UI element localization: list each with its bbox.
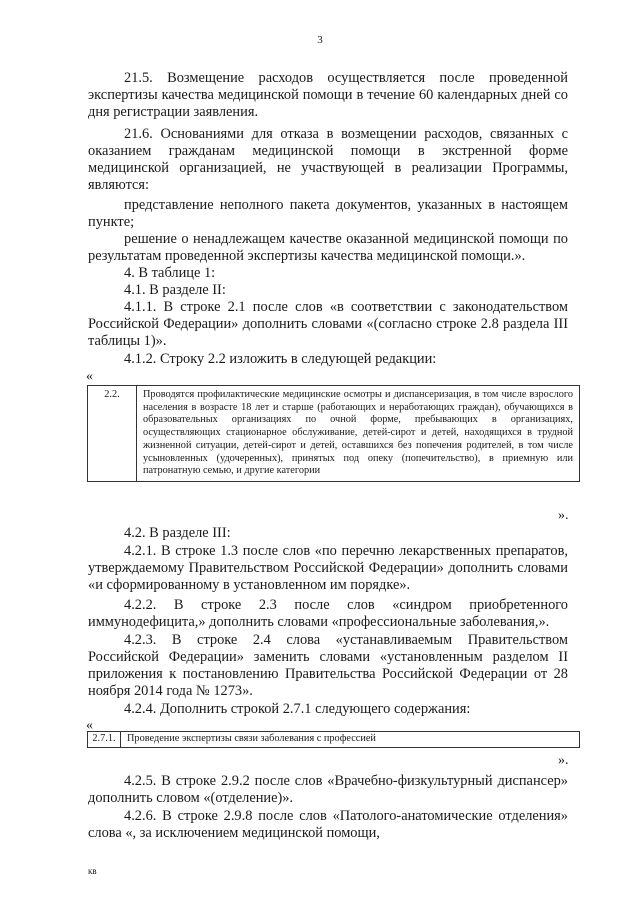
table-row-text: Проводятся профилактические медицинские осмотры и диспансеризация, в том числе взрослого населения в возрасте 18 лет и старше (работающих и неработающих граждан), обучающихся в образовательных организациях по очной форме, пребывающих в организациях, осуществляющих стационарное обслуживание, детей-сирот и детей, находящихся в трудной жизненной ситуации, детей-сирот и детей, оставшихся без попечения родителей, в том числе усыновленных (удочеренных), принятых под опеку (попечительство), в приемную или патронатную семью, и другие категории xyxy=(137,386,580,482)
paragraph-4-2-6: 4.2.6. В строке 2.9.8 после слов «Патолого-анатомические отделения» слова «, за исключением медицинской помощи, xyxy=(88,808,568,841)
paragraph-21-5: 21.5. Возмещение расходов осуществляется после проведенной экспертизы качества медицинской помощи в течение 60 календарных дней со дня регистрации заявления. xyxy=(88,70,568,120)
close-quote-2: ». xyxy=(558,753,569,768)
table-row-number: 2.2. xyxy=(88,386,137,482)
paragraph-4-2-1: 4.2.1. В строке 1.3 после слов «по перечню лекарственных препаратов, утверждаемому Правительством Российской Федерации» дополнить словами «и сформированному в установленном им порядке». xyxy=(88,543,568,593)
paragraph-4: 4. В таблице 1: xyxy=(124,265,216,281)
open-quote-2: « xyxy=(86,718,93,733)
paragraph-4-2-4: 4.2.4. Дополнить строкой 2.7.1 следующего содержания: xyxy=(124,701,471,717)
paragraph-improper-quality: решение о ненадлежащем качестве оказанной медицинской помощи по результатам проведенной экспертизы качества медицинской помощи.». xyxy=(88,231,568,264)
open-quote-1: « xyxy=(86,369,93,384)
paragraph-4-2-2: 4.2.2. В строке 2.3 после слов «синдром приобретенного иммунодефицита,» дополнить словами «профессиональные заболевания,». xyxy=(88,597,568,630)
table-row-number: 2.7.1. xyxy=(88,732,121,748)
table-row-2-2 xyxy=(87,385,580,482)
close-quote-1: ». xyxy=(558,508,569,523)
paragraph-4-2: 4.2. В разделе III: xyxy=(124,525,231,541)
paragraph-4-2-3: 4.2.3. В строке 2.4 слова «устанавливаемым Правительством Российской Федерации» заменить словами «установленным разделом II приложения к постановлению Правительства Российской Федерации от 28 ноября 2014 года № 1273». xyxy=(88,632,568,699)
paragraph-4-1: 4.1. В разделе II: xyxy=(124,282,226,298)
paragraph-4-1-1: 4.1.1. В строке 2.1 после слов «в соответствии с законодательством Российской Федерации» дополнить словами «(согласно строке 2.8 раздела III таблицы 1)». xyxy=(88,299,568,349)
paragraph-incomplete-package: представление неполного пакета документов, указанных в настоящем пункте; xyxy=(88,197,568,230)
footer-code: кв xyxy=(88,866,97,876)
paragraph-4-1-2: 4.1.2. Строку 2.2 изложить в следующей редакции: xyxy=(124,351,437,367)
page-number: 3 xyxy=(317,34,323,46)
table-row-2-7-1 xyxy=(87,731,580,748)
paragraph-21-6: 21.6. Основаниями для отказа в возмещении расходов, связанных с оказанием гражданам медицинской помощи в экстренной форме медицинской организацией, не участвующей в реализации Программы, являются: xyxy=(88,126,568,193)
paragraph-4-2-5: 4.2.5. В строке 2.9.2 после слов «Врачебно-физкультурный диспансер» дополнить словом «(отделение)». xyxy=(88,773,568,806)
table-row-text: Проведение экспертизы связи заболевания с профессией xyxy=(121,732,580,748)
